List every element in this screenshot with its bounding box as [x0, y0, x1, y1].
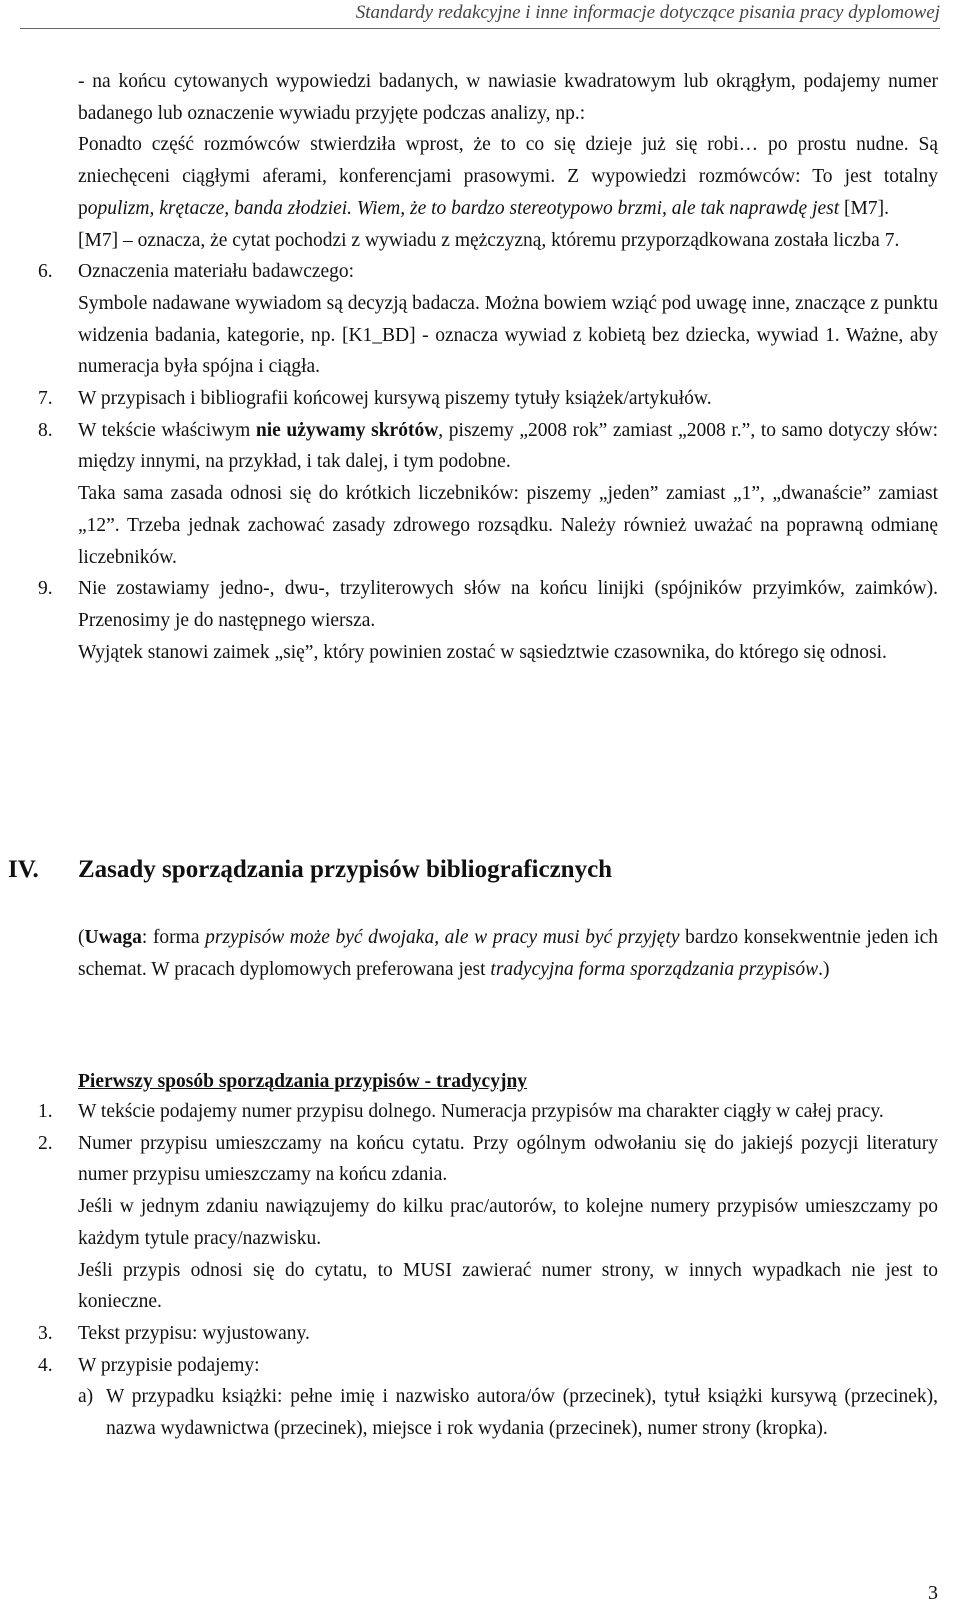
running-header: Standardy redakcyjne i inne informacje dotyczące pisania pracy dyplomowej — [20, 2, 940, 29]
body-text — [38, 66, 938, 668]
item-number: 9. — [38, 578, 53, 600]
page-number: 3 — [928, 1582, 938, 1604]
section-title: Zasady sporządzania przypisów bibliograficznych — [78, 856, 613, 883]
footnote-rules-list — [38, 1096, 938, 1445]
item-text: W tekście podajemy numer przypisu dolnego. Numeracja przypisów ma charakter ciągły w całej pracy. — [78, 1101, 884, 1122]
item-text-2: Wyjątek stanowi zaimek „się”, który powinien zostać w sąsiedztwie czasownika, do którego się odnosi. — [78, 641, 887, 663]
item-text: Nie zostawiamy jedno-, dwu-, trzyliterowych słów na końcu linijki (spójników przyimków, zaimków). Przenosimy je do następnego wiersza. — [78, 578, 938, 631]
note-italic-1: przypisów może być dwojaka, ale w pracy musi być przyjęty — [205, 927, 680, 948]
note-text — [78, 922, 938, 985]
note-open: ( — [78, 927, 85, 948]
rule-item-3 — [38, 1318, 938, 1350]
item-text-bold: nie używamy skrótów — [255, 419, 439, 441]
item-text: W przypisach i bibliografii końcowej kursywą piszemy tytuły książek/artykułów. — [78, 388, 712, 410]
quote-italic: opulizm, krętacze, banda złodziei. Wiem, że to bardzo stereotypowo brzmi, ale tak naprawdę jest — [87, 197, 840, 219]
item-number: 1. — [38, 1101, 53, 1122]
item-text: Tekst przypisu: wyjustowany. — [78, 1322, 310, 1344]
note-italic-2: tradycyjna forma sporządzania przypisów — [490, 958, 819, 980]
example-quote — [78, 129, 938, 224]
section-number: IV. — [8, 856, 39, 883]
note-plain-1: : forma — [141, 927, 206, 948]
item-text-3: Jeśli przypis odnosi się do cytatu, to MUSI zawierać numer strony, w innych wypadkach nie jest to konieczne. — [78, 1259, 938, 1313]
item-text — [78, 415, 938, 478]
rule-item-1 — [38, 1096, 938, 1128]
item-text: Symbole nadawane wywiadom są decyzją badacza. Można bowiem wziąć pod uwagę inne, znaczące z punktu widzenia badania, kategorie, np. [K1_BD] - oznacza wywiad z kobietą bez dziecka, wywiad 1. Ważne, aby numeracja była spójna i ciągła. — [78, 292, 938, 378]
item-text-pre: W tekście właściwym — [78, 419, 256, 441]
quote-part-c: [M7]. — [839, 197, 889, 219]
item-number: 2. — [38, 1132, 53, 1154]
list-item-8 — [38, 415, 938, 574]
note-plain-2: bardzo konsekwentnie jeden ich schemat. W pracach dyplomowych preferowana jest — [78, 927, 938, 980]
item-number: 7. — [38, 388, 53, 410]
item-number: 4. — [38, 1354, 53, 1376]
item-number: 8. — [38, 419, 53, 441]
sub-item-a — [78, 1381, 938, 1444]
note-close: .) — [818, 958, 830, 980]
item-text-2: Jeśli w jednym zdaniu nawiązujemy do kilku prac/autorów, to kolejne numery przypisów umieszczamy po każdym tytule pracy/nazwisku. — [78, 1196, 938, 1249]
item-text-2: Taka sama zasada odnosi się do krótkich liczebników: piszemy „jeden” zamiast „1”, „dwanaście” zamiast „12”. Trzeba jednak zachować zasady zdrowego rozsądku. Należy również uważać na poprawną odmianę liczebników. — [78, 483, 938, 568]
item-text-post: , piszemy „2008 rok” zamiast „2008 r.”, to samo dotyczy słów: między innymi, na przykład, i tak dalej, i tym podobne. — [78, 419, 938, 473]
item-text: Numer przypisu umieszczamy na końcu cytatu. Przy ogólnym odwołaniu się do jakiejś pozycji literatury numer przypisu umieszczamy na końcu zdania. — [78, 1132, 938, 1186]
item-title: Oznaczenia materiału badawczego: — [78, 261, 355, 283]
list-item-6 — [38, 256, 938, 383]
section-heading — [8, 852, 938, 888]
item-number: 6. — [38, 261, 53, 283]
note-bold: Uwaga — [84, 927, 142, 948]
list-item-9 — [38, 573, 938, 668]
item-number: 3. — [38, 1322, 53, 1344]
quote-explanation: [M7] – oznacza, że cytat pochodzi z wywiadu z mężczyzną, któremu przyporządkowana została liczba 7. — [78, 229, 900, 251]
note-paragraph — [78, 922, 938, 985]
quote-part-a: Ponadto część rozmówców stwierdziła wprost, że to co się dzieje już się robi… po prostu nudne. Są zniechęceni ciągłymi aferami, konferencjami prasowymi. Z wypowiedzi rozmówców: To jest totalny p — [78, 134, 938, 219]
item-text: W przypisie podajemy: — [78, 1354, 260, 1376]
intro-bullet: - na końcu cytowanych wypowiedzi badanych, w nawiasie kwadratowym lub okrągłym, podajemy numer badanego lub oznaczenie wywiadu przyjęte podczas analizy, np.: — [78, 71, 938, 124]
sub-item-text: W przypadku książki: pełne imię i nazwisko autora/ów (przecinek), tytuł książki kursywą (przecinek), nazwa wydawnictwa (przecinek), miejsce i rok wydania (przecinek), numer strony (kropka). — [106, 1386, 938, 1440]
list-item-7 — [38, 383, 938, 415]
subsection-title: Pierwszy sposób sporządzania przypisów - tradycyjny — [78, 1071, 528, 1092]
sub-item-label: a) — [78, 1386, 94, 1408]
rule-item-2 — [38, 1128, 938, 1318]
rule-item-4 — [38, 1350, 938, 1382]
